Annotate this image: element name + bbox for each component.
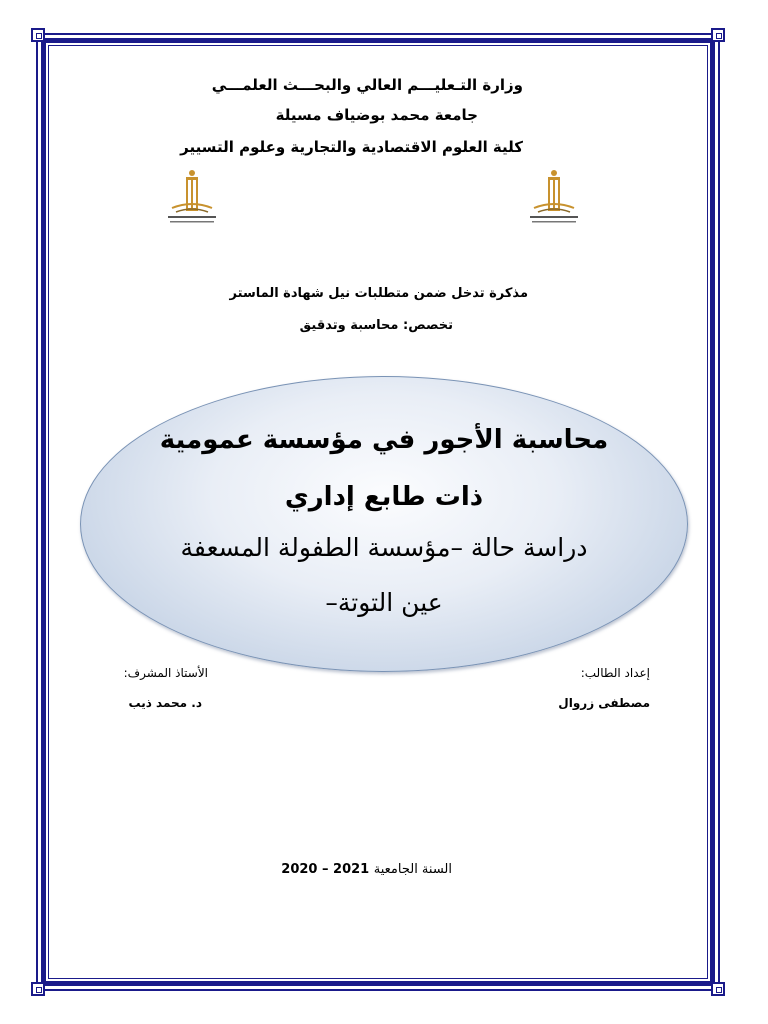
border-corner-bottom-left: [31, 982, 45, 996]
thesis-title-line-2: ذات طابع إداري: [284, 482, 484, 512]
thesis-title-line-1: محاسبة الأجور في مؤسسة عمومية: [159, 425, 609, 455]
memo-specialization: تخصص: محاسبة وتدقيق: [299, 318, 453, 333]
ministry-heading: وزارة التـعليـــم العالي والبحـــث العلمـــي: [211, 76, 523, 94]
case-study-line-2: عين التوتة–: [325, 588, 443, 617]
case-study-line-1: دراسة حالة –مؤسسة الطفولة المسعفة: [180, 533, 588, 562]
border-corner-top-left: [31, 28, 45, 42]
academic-year-value: 2020 – 2021: [281, 862, 370, 877]
memo-purpose: مذكرة تدخل ضمن متطلبات نيل شهادة الماستر: [229, 286, 528, 301]
university-heading: جامعة محمد بوضياف مسيلة: [275, 106, 478, 124]
academic-year-label: السنة الجامعية: [373, 862, 452, 877]
university-logo-icon: [162, 168, 222, 230]
student-label: إعداد الطالب:: [580, 666, 650, 680]
university-logo-icon: [524, 168, 584, 230]
border-corner-top-right: [711, 28, 725, 42]
border-corner-bottom-right: [711, 982, 725, 996]
faculty-heading: كلية العلوم الاقتصادية والتجارية وعلوم التسيير: [180, 138, 523, 156]
student-name: مصطفى زروال: [558, 696, 650, 710]
title-ellipse: [80, 376, 688, 672]
supervisor-name: د. محمد ذيب: [128, 696, 202, 710]
academic-year: [281, 862, 452, 877]
supervisor-label: الأستاذ المشرف:: [123, 666, 208, 680]
